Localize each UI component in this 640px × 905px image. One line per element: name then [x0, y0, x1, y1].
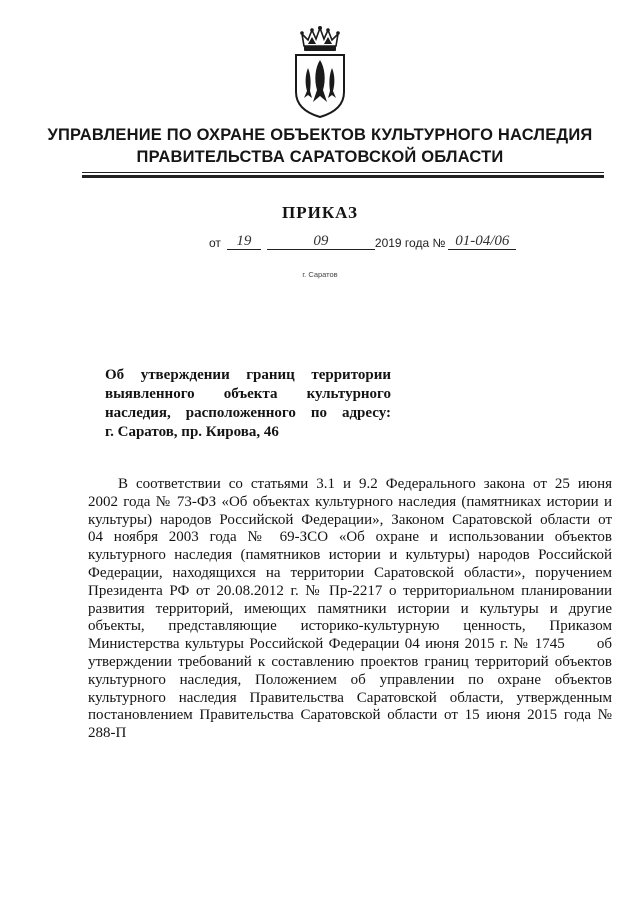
body-line: культурного наследия, Положением об управлении по охране объектов — [88, 671, 612, 688]
header-divider-thin — [82, 172, 604, 173]
body-line: культуры) народов Российской Федерации», Законом Саратовской области от — [88, 511, 612, 528]
subject-line: выявленного объекта культурного — [105, 386, 391, 402]
date-day-field: 19 — [227, 233, 261, 250]
order-body — [88, 476, 612, 743]
date-suffix: 2019 года № — [374, 236, 446, 250]
body-line: постановлением Правительства Саратовской области от 15 июня 2015 года № — [88, 707, 612, 724]
body-line: В соответствии со статьями 3.1 и 9.2 Федерального закона от 25 июня — [118, 476, 612, 492]
order-city: г. Саратов — [302, 270, 338, 279]
saratov-coat-of-arms-icon — [291, 26, 349, 118]
subject-line: наследия, расположенного по адресу: — [105, 405, 391, 421]
organization-name-line-2: ПРАВИТЕЛЬСТВА САРАТОВСКОЙ ОБЛАСТИ — [136, 148, 504, 166]
date-month-field: 09 — [267, 233, 375, 250]
body-line: развития территорий, имеющих памятники истории и культуры и другие — [88, 600, 612, 617]
subject-line: г. Саратов, пр. Кирова, 46 — [105, 424, 279, 440]
order-subject — [105, 366, 391, 442]
organization-name-line-1: УПРАВЛЕНИЕ ПО ОХРАНЕ ОБЪЕКТОВ КУЛЬТУРНОГО НАСЛЕДИЯ — [47, 126, 593, 144]
body-line: Федерации, находящихся на территории Саратовской области», поручением — [88, 564, 612, 581]
body-line: культурного наследия (памятников истории и культуры) народов Российской — [88, 547, 612, 564]
body-line: Министерства культуры Российской Федерации 04 июня 2015 г. № 1745 об — [88, 636, 612, 653]
document-title: ПРИКАЗ — [282, 203, 358, 222]
order-date-line — [209, 233, 516, 253]
body-line: Президента РФ от 20.08.2012 г. № Пр-2217 о территориальном планировании — [88, 582, 612, 599]
body-line: 04 ноября 2003 года № 69-ЗСО «Об охране и использовании объектов — [88, 529, 612, 546]
body-line: 288-П — [88, 725, 127, 742]
header-divider-thick — [82, 175, 604, 178]
body-line: утверждении требований к составлению проектов границ территорий объектов — [88, 653, 612, 670]
body-line: культурного наследия Правительства Саратовской области, утвержденным — [88, 689, 612, 706]
body-line: объекты, представляющие историко-культурную ценность, Приказом — [88, 618, 612, 635]
body-line: 2002 года № 73-ФЗ «Об объектах культурного наследия (памятниках истории и — [88, 493, 612, 510]
date-prefix: от — [209, 236, 221, 250]
subject-line: Об утверждении границ территории — [105, 367, 391, 383]
order-number-field: 01-04/06 — [448, 233, 516, 250]
